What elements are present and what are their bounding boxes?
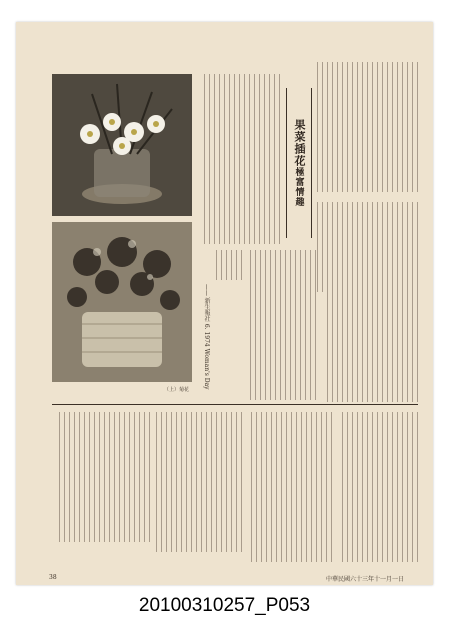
- article-body-right: [246, 250, 316, 400]
- bottom-column-left: [56, 412, 150, 542]
- photo-caption: （上）菊花: [164, 387, 190, 393]
- article-body-middle: [212, 250, 242, 280]
- section-divider: [52, 404, 418, 405]
- file-label: 20100310257_P053: [138, 595, 311, 616]
- photo-fruit-basket: [52, 222, 192, 382]
- fruit-basket-illustration: [52, 222, 192, 382]
- article-title: 果菜插花: [293, 119, 306, 167]
- article-title-sub: 極富情趣: [293, 167, 304, 207]
- text-column-top-right: [316, 62, 418, 192]
- page-number: 38: [49, 574, 57, 581]
- article-credit: —— 新生報社 6. 1974 Woman's Day: [203, 284, 210, 390]
- bottom-column-middle-right: [248, 412, 332, 562]
- bottom-column-middle-left: [156, 412, 242, 552]
- magazine-page: [16, 22, 433, 585]
- text-column-right-middle: [326, 292, 418, 402]
- bottom-column-right: [338, 412, 418, 562]
- photo-flower-vase: [52, 74, 192, 216]
- issue-date: 中華民國六十三年十一月一日: [326, 576, 405, 583]
- article-title-box: [286, 88, 312, 238]
- article-body-upper: [200, 74, 280, 244]
- text-column-top-right-lower: [316, 202, 418, 292]
- flower-vase-illustration: [52, 74, 192, 216]
